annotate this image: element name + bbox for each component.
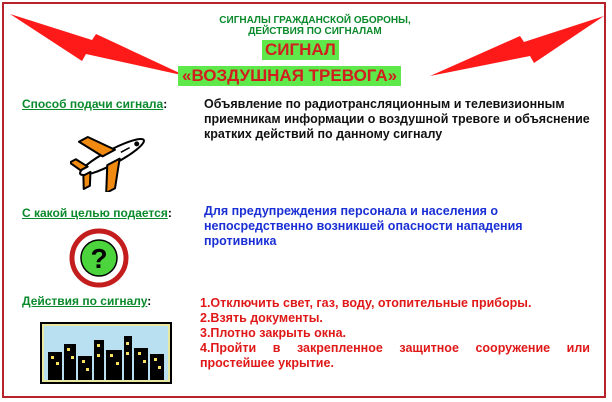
list-item: 4.Пройти в закрепленное защитное сооружение или простейшее укрытие. (200, 341, 590, 370)
alarm-title: «ВОЗДУШНАЯ ТРЕВОГА» (178, 66, 401, 86)
actions-label-text: Действия по сигналу (22, 294, 148, 308)
city-skyline-icon (40, 322, 172, 384)
purpose-label: С какой целью подается: (22, 206, 172, 220)
method-text: Объявление по радиотрансляционным и телевизионным приемникам информации о воздушной тревоге и объяснение кратких действий по данному сигналу (204, 97, 590, 141)
airplane-icon (70, 122, 155, 192)
actions-list (200, 296, 590, 371)
purpose-text: Для предупреждения персонала и населения о непосредственно возникшей опасности нападения противника (204, 204, 523, 248)
question-mark-icon (64, 228, 134, 288)
list-item: 2.Взять документы. (200, 311, 323, 325)
org-heading-line1: СИГНАЛЫ ГРАЖДАНСКОЙ ОБОРОНЫ, (219, 15, 411, 26)
org-heading-line2: ДЕЙСТВИЯ ПО СИГНАЛАМ (248, 26, 382, 37)
list-item: 1.Отключить свет, газ, воду, отопительные приборы. (200, 296, 532, 310)
list-item: 3.Плотно закрыть окна. (200, 326, 347, 340)
method-label-text: Способ подачи сигнала (22, 97, 164, 111)
method-label: Способ подачи сигнала: (22, 97, 168, 111)
svg-text:?: ? (90, 243, 108, 274)
lightning-bolt-icon (428, 14, 608, 80)
purpose-label-text: С какой целью подается (22, 206, 168, 220)
lightning-bolt-icon (8, 12, 193, 80)
signal-label: СИГНАЛ (262, 40, 339, 60)
org-heading (190, 15, 440, 37)
actions-label: Действия по сигналу: (22, 294, 152, 308)
